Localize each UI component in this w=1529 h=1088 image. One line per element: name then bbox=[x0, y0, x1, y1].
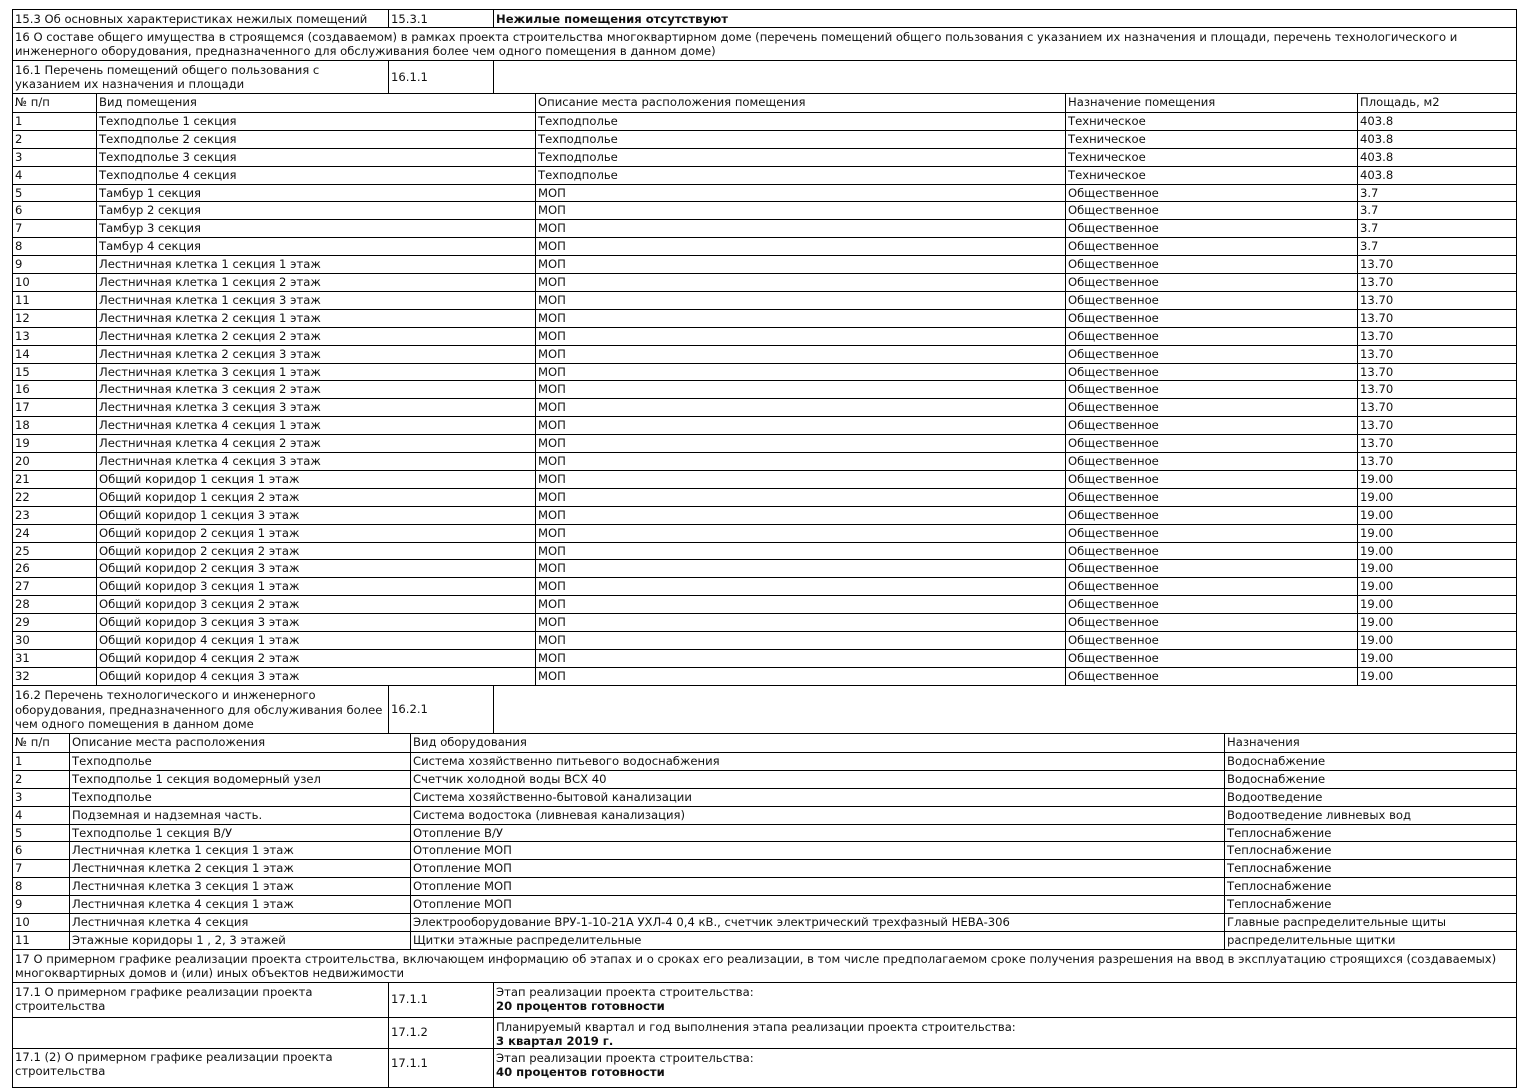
table-cell: 5 bbox=[15, 825, 23, 840]
table-cell: Общий коридор 4 секция 1 этаж bbox=[96, 632, 535, 650]
table-cell: Водоснабжение bbox=[1224, 753, 1518, 771]
table-cell: 19.00 bbox=[1357, 507, 1518, 525]
row-17-1-2-code: 17.1.1 bbox=[388, 1049, 493, 1087]
table-cell: 4 bbox=[15, 807, 23, 822]
table-cell: 19 bbox=[15, 436, 30, 451]
table-row bbox=[13, 416, 1516, 435]
table-cell: Общественное bbox=[1065, 560, 1357, 578]
table-cell: Лестничная клетка 1 секция 3 этаж bbox=[96, 292, 535, 310]
table-cell: Общественное bbox=[1065, 489, 1357, 507]
table-cell: Лестничная клетка 1 секция 1 этаж bbox=[96, 256, 535, 274]
table-cell: МОП bbox=[535, 489, 1065, 507]
table-cell: 19.00 bbox=[1357, 489, 1518, 507]
table-cell: Техническое bbox=[1065, 149, 1357, 167]
table-cell: Техподполье bbox=[535, 149, 1065, 167]
table-row bbox=[13, 631, 1516, 650]
table-cell: 3.7 bbox=[1357, 202, 1518, 220]
column-header: № п/п bbox=[15, 735, 50, 749]
table-cell: Этажные коридоры 1 , 2, 3 этажей bbox=[69, 932, 410, 950]
table-cell: 23 bbox=[15, 507, 30, 522]
table-row bbox=[13, 434, 1516, 453]
table-cell: 19.00 bbox=[1357, 596, 1518, 614]
table-cell: Общественное bbox=[1065, 453, 1357, 471]
table-row bbox=[13, 913, 1516, 932]
table-cell: 15 bbox=[15, 364, 30, 379]
table-cell: Общий коридор 4 секция 2 этаж bbox=[96, 650, 535, 668]
table-cell: Общественное bbox=[1065, 185, 1357, 203]
table-cell: 13.70 bbox=[1357, 435, 1518, 453]
table-row bbox=[13, 452, 1516, 471]
table-cell: Теплоснабжение bbox=[1224, 825, 1518, 843]
table-cell: 10 bbox=[15, 275, 30, 289]
table-cell: Техническое bbox=[1065, 167, 1357, 185]
table-row bbox=[13, 877, 1516, 896]
table-cell: Общественное bbox=[1065, 435, 1357, 453]
table-row bbox=[13, 667, 1516, 686]
table-cell: Теплоснабжение bbox=[1224, 878, 1518, 896]
table-cell: Общественное bbox=[1065, 632, 1357, 650]
table-cell: Главные распределительные щиты bbox=[1224, 914, 1518, 932]
row-17-1-b bbox=[12, 1017, 1517, 1049]
table-cell: Техподполье bbox=[69, 789, 410, 807]
table-cell: Теплоснабжение bbox=[1224, 842, 1518, 860]
table-cell: Общий коридор 2 секция 3 этаж bbox=[96, 560, 535, 578]
table-cell: 30 bbox=[15, 633, 30, 647]
table-cell: Счетчик холодной воды ВСХ 40 bbox=[410, 771, 1224, 789]
table-cell: Отопление В/У bbox=[410, 825, 1224, 843]
table-cell: Техподполье bbox=[535, 113, 1065, 131]
table-cell: 403.8 bbox=[1357, 113, 1518, 131]
table-cell: 24 bbox=[15, 525, 30, 540]
table-row bbox=[13, 542, 1516, 561]
table-cell: 19.00 bbox=[1357, 632, 1518, 650]
table-cell: Лестничная клетка 3 секция 2 этаж bbox=[96, 381, 535, 399]
table-row bbox=[13, 613, 1516, 632]
table-cell: МОП bbox=[535, 596, 1065, 614]
row-15-3-code: 15.3.1 bbox=[388, 10, 493, 27]
table-cell: Общественное bbox=[1065, 578, 1357, 596]
table-row bbox=[13, 524, 1516, 543]
table-cell: 3.7 bbox=[1357, 185, 1518, 203]
table-cell: МОП bbox=[535, 274, 1065, 292]
table-cell: 7 bbox=[15, 221, 23, 236]
table-cell: Общий коридор 2 секция 1 этаж bbox=[96, 525, 535, 543]
table-cell: Общественное bbox=[1065, 668, 1357, 686]
section-17-heading bbox=[12, 949, 1517, 983]
table-cell: Общественное bbox=[1065, 614, 1357, 632]
table-cell: 6 bbox=[15, 843, 23, 858]
row-17-1 bbox=[12, 982, 1517, 1018]
table-row bbox=[13, 841, 1516, 860]
table-cell: Техподполье 1 секция bbox=[96, 113, 535, 131]
table-cell: 9 bbox=[15, 897, 23, 912]
table-cell: 12 bbox=[15, 310, 30, 325]
row-16-2-code: 16.2.1 bbox=[388, 686, 493, 733]
table-row bbox=[13, 506, 1516, 525]
table-cell: 5 bbox=[15, 185, 23, 200]
table-cell: Отопление МОП bbox=[410, 896, 1224, 914]
table-cell: Лестничная клетка 4 секция 2 этаж bbox=[96, 435, 535, 453]
stage-label: Этап реализации проекта строительства: bbox=[496, 985, 754, 999]
table-cell: 16 bbox=[15, 382, 30, 397]
table-cell: Техподполье 1 секция водомерный узел bbox=[69, 771, 410, 789]
row-17-1-2-stage bbox=[493, 1049, 1516, 1087]
table-cell: 403.8 bbox=[1357, 131, 1518, 149]
table-cell: 10 bbox=[15, 915, 30, 929]
row-17-1-stage bbox=[493, 983, 1516, 1017]
table-cell: 403.8 bbox=[1357, 167, 1518, 185]
column-header: Назначение помещения bbox=[1065, 94, 1357, 112]
table-cell: Лестничная клетка 3 секция 1 этаж bbox=[96, 364, 535, 382]
stage-value-2: 40 процентов готовности bbox=[496, 1065, 665, 1079]
equipment-table bbox=[12, 733, 1517, 950]
table-row bbox=[13, 859, 1516, 878]
table-row bbox=[13, 577, 1516, 596]
table-cell: Подземная и надземная часть. bbox=[69, 807, 410, 825]
table-row bbox=[13, 488, 1516, 507]
table-row bbox=[13, 309, 1516, 328]
row-17-1-code-a: 17.1.1 bbox=[388, 983, 493, 1017]
table-cell: Система хозяйственно питьевого водоснабжения bbox=[410, 753, 1224, 771]
column-header: Описание места расположения помещения bbox=[535, 94, 1065, 112]
row-16-1-empty bbox=[493, 61, 1516, 93]
table-cell: 32 bbox=[15, 668, 30, 683]
table-cell: Электрооборудование ВРУ-1-10-21А УХЛ-4 0,4 кВ., счетчик электрический трехфазный НЕВА-306 bbox=[410, 914, 1224, 932]
table-cell: 9 bbox=[15, 257, 23, 272]
table-cell: 1 bbox=[15, 753, 23, 768]
table-cell: Общественное bbox=[1065, 525, 1357, 543]
table-cell: МОП bbox=[535, 381, 1065, 399]
table-cell: 25 bbox=[15, 543, 30, 558]
table-cell: Техподполье bbox=[535, 167, 1065, 185]
table-cell: Общественное bbox=[1065, 381, 1357, 399]
table-cell: Общественное bbox=[1065, 328, 1357, 346]
table-row bbox=[13, 166, 1516, 185]
row-17-1-2-label: 17.1 (2) О примерном графике реализации проекта строительства bbox=[15, 1050, 333, 1078]
table-cell: 2 bbox=[15, 131, 23, 146]
table-cell: Общественное bbox=[1065, 507, 1357, 525]
table-cell: 13.70 bbox=[1357, 417, 1518, 435]
table-cell: Лестничная клетка 1 секция 2 этаж bbox=[96, 274, 535, 292]
table-cell: 19.00 bbox=[1357, 668, 1518, 686]
table-cell: 13.70 bbox=[1357, 274, 1518, 292]
column-header: Описание места расположения bbox=[69, 734, 410, 752]
table-cell: Общественное bbox=[1065, 292, 1357, 310]
table-cell: 19.00 bbox=[1357, 525, 1518, 543]
table-cell: МОП bbox=[535, 525, 1065, 543]
table-cell: Лестничная клетка 4 секция 3 этаж bbox=[96, 453, 535, 471]
row-16-1 bbox=[12, 60, 1517, 94]
table-cell: МОП bbox=[535, 399, 1065, 417]
table-cell: Общественное bbox=[1065, 364, 1357, 382]
table-row bbox=[13, 148, 1516, 167]
table-cell: Общественное bbox=[1065, 471, 1357, 489]
table-cell: 19.00 bbox=[1357, 650, 1518, 668]
table-cell: Техподполье 2 секция bbox=[96, 131, 535, 149]
row-17-1-label: 17.1 О примерном графике реализации проекта строительства bbox=[15, 985, 313, 1013]
table-row bbox=[13, 931, 1516, 950]
table-row bbox=[13, 130, 1516, 149]
table-cell: 3 bbox=[15, 789, 23, 804]
row-16-2-label: 16.2 Перечень технологического и инженерного оборудования, предназначенного для обслуживания более чем одного помещения в данном доме bbox=[15, 688, 383, 731]
section-17-text: 17 О примерном графике реализации проекта строительства, включающем информацию об этапах и о сроках его реализации, в том числе предполагаемом сроке получения разрешения на ввод в эксплуатацию строящихся (создаваемых) многоквартирных домов и (или) иных объектов недвижимости bbox=[15, 952, 1497, 980]
row-15-3-value: Нежилые помещения отсутствуют bbox=[493, 10, 1516, 27]
section-16-heading bbox=[12, 27, 1517, 61]
column-header: Вид помещения bbox=[96, 94, 535, 112]
table-cell: Система водостока (ливневая канализация) bbox=[410, 807, 1224, 825]
table-cell: МОП bbox=[535, 417, 1065, 435]
table-row bbox=[13, 273, 1516, 292]
stage-value: 20 процентов готовности bbox=[496, 999, 665, 1013]
table-cell: МОП bbox=[535, 507, 1065, 525]
table-row bbox=[13, 895, 1516, 914]
table-cell: Общественное bbox=[1065, 417, 1357, 435]
table-cell: 3.7 bbox=[1357, 238, 1518, 256]
row-17-1-2 bbox=[12, 1048, 1517, 1088]
table-cell: 19.00 bbox=[1357, 560, 1518, 578]
row-17-1-code-b: 17.1.2 bbox=[388, 1018, 493, 1048]
row-16-1-label: 16.1 Перечень помещений общего пользования с указанием их назначения и площади bbox=[15, 63, 320, 91]
table-cell: Теплоснабжение bbox=[1224, 896, 1518, 914]
table-row bbox=[13, 327, 1516, 346]
table-cell: Общий коридор 4 секция 3 этаж bbox=[96, 668, 535, 686]
table-header-row bbox=[13, 734, 1516, 752]
table-row bbox=[13, 345, 1516, 364]
table-cell: Щитки этажные распределительные bbox=[410, 932, 1224, 950]
table-cell: Система хозяйственно-бытовой канализации bbox=[410, 789, 1224, 807]
table-row bbox=[13, 595, 1516, 614]
table-cell: Лестничная клетка 4 секция 1 этаж bbox=[69, 896, 410, 914]
table-cell: 13.70 bbox=[1357, 381, 1518, 399]
table-cell: Общественное bbox=[1065, 650, 1357, 668]
table-cell: МОП bbox=[535, 346, 1065, 364]
table-cell: 7 bbox=[15, 861, 23, 876]
table-cell: Тамбур 4 секция bbox=[96, 238, 535, 256]
table-row bbox=[13, 363, 1516, 382]
table-row bbox=[13, 291, 1516, 310]
table-cell: Общественное bbox=[1065, 274, 1357, 292]
table-row bbox=[13, 788, 1516, 807]
table-row bbox=[13, 398, 1516, 417]
row-17-1-quarter bbox=[493, 1018, 1516, 1048]
table-cell: 13.70 bbox=[1357, 453, 1518, 471]
table-cell: Техподполье bbox=[535, 131, 1065, 149]
table-cell: МОП bbox=[535, 560, 1065, 578]
table-cell: Тамбур 2 секция bbox=[96, 202, 535, 220]
row-16-1-code: 16.1.1 bbox=[388, 61, 493, 93]
table-cell: МОП bbox=[535, 614, 1065, 632]
table-cell: Техподполье 4 секция bbox=[96, 167, 535, 185]
table-cell: Теплоснабжение bbox=[1224, 860, 1518, 878]
table-row bbox=[13, 255, 1516, 274]
table-cell: 403.8 bbox=[1357, 149, 1518, 167]
table-cell: 3.7 bbox=[1357, 220, 1518, 238]
table-cell: 20 bbox=[15, 454, 30, 468]
table-header-row bbox=[13, 94, 1516, 112]
table-cell: Техподполье 1 секция В/У bbox=[69, 825, 410, 843]
table-cell: 8 bbox=[15, 879, 23, 894]
table-cell: 21 bbox=[15, 471, 30, 486]
column-header: № п/п bbox=[15, 95, 50, 109]
table-cell: 11 bbox=[15, 292, 30, 307]
table-cell: 19.00 bbox=[1357, 543, 1518, 561]
table-cell: 13.70 bbox=[1357, 256, 1518, 274]
table-row bbox=[13, 237, 1516, 256]
table-cell: МОП bbox=[535, 578, 1065, 596]
table-cell: Общественное bbox=[1065, 220, 1357, 238]
table-row bbox=[13, 219, 1516, 238]
table-row bbox=[13, 184, 1516, 203]
table-cell: 13.70 bbox=[1357, 328, 1518, 346]
table-cell: Общественное bbox=[1065, 256, 1357, 274]
table-cell: Общественное bbox=[1065, 346, 1357, 364]
table-cell: Общий коридор 3 секция 1 этаж bbox=[96, 578, 535, 596]
table-cell: Тамбур 3 секция bbox=[96, 220, 535, 238]
table-cell: Лестничная клетка 3 секция 3 этаж bbox=[96, 399, 535, 417]
table-cell: Общий коридор 3 секция 2 этаж bbox=[96, 596, 535, 614]
row-16-2-empty bbox=[493, 686, 1516, 733]
table-cell: МОП bbox=[535, 310, 1065, 328]
table-cell: 17 bbox=[15, 400, 30, 415]
table-cell: Лестничная клетка 2 секция 2 этаж bbox=[96, 328, 535, 346]
table-cell: 13 bbox=[15, 328, 30, 343]
table-cell: 2 bbox=[15, 771, 23, 786]
table-cell: Общественное bbox=[1065, 310, 1357, 328]
table-cell: МОП bbox=[535, 238, 1065, 256]
table-cell: МОП bbox=[535, 220, 1065, 238]
table-cell: МОП bbox=[535, 256, 1065, 274]
table-cell: МОП bbox=[535, 471, 1065, 489]
table-cell: Общественное bbox=[1065, 543, 1357, 561]
table-cell: Лестничная клетка 3 секция 1 этаж bbox=[69, 878, 410, 896]
row-16-2 bbox=[12, 685, 1517, 734]
table-cell: Лестничная клетка 2 секция 1 этаж bbox=[96, 310, 535, 328]
row-17-1-b-empty bbox=[13, 1018, 388, 1048]
table-row bbox=[13, 752, 1516, 771]
table-cell: Техподполье 3 секция bbox=[96, 149, 535, 167]
table-cell: 29 bbox=[15, 615, 30, 630]
table-cell: 13.70 bbox=[1357, 292, 1518, 310]
row-15-3 bbox=[12, 9, 1517, 28]
table-cell: 28 bbox=[15, 597, 30, 612]
table-cell: 31 bbox=[15, 650, 30, 665]
stage-label-2: Этап реализации проекта строительства: bbox=[496, 1051, 754, 1065]
table-cell: Водоотведение bbox=[1224, 789, 1518, 807]
table-cell: МОП bbox=[535, 650, 1065, 668]
table-cell: 8 bbox=[15, 239, 23, 254]
table-cell: Техническое bbox=[1065, 113, 1357, 131]
column-header: Площадь, м2 bbox=[1357, 94, 1518, 112]
column-header: Вид оборудования bbox=[410, 734, 1224, 752]
table-cell: 11 bbox=[15, 932, 30, 947]
section-16-text: 16 О составе общего имущества в строящемся (создаваемом) в рамках проекта строительства многоквартирном доме (перечень помещений общего пользования с указанием их назначения и площади, перечень технологического и инженерного оборудования, предназначенного для обслуживания более чем одного помещения в данном доме) bbox=[15, 30, 1458, 58]
table-cell: Общественное bbox=[1065, 596, 1357, 614]
table-cell: МОП bbox=[535, 185, 1065, 203]
table-row bbox=[13, 470, 1516, 489]
table-cell: Общий коридор 1 секция 2 этаж bbox=[96, 489, 535, 507]
table-cell: 19.00 bbox=[1357, 471, 1518, 489]
table-cell: 4 bbox=[15, 167, 23, 182]
table-cell: Тамбур 1 секция bbox=[96, 185, 535, 203]
table-cell: МОП bbox=[535, 632, 1065, 650]
table-cell: МОП bbox=[535, 292, 1065, 310]
table-cell: 3 bbox=[15, 149, 23, 164]
table-cell: 6 bbox=[15, 203, 23, 218]
table-cell: Общественное bbox=[1065, 238, 1357, 256]
table-cell: Водоотведение ливневых вод bbox=[1224, 807, 1518, 825]
table-row bbox=[13, 559, 1516, 578]
table-row bbox=[13, 201, 1516, 220]
table-cell: Лестничная клетка 1 секция 1 этаж bbox=[69, 842, 410, 860]
table-cell: Общий коридор 1 секция 3 этаж bbox=[96, 507, 535, 525]
table-cell: 13.70 bbox=[1357, 346, 1518, 364]
table-cell: Общественное bbox=[1065, 399, 1357, 417]
table-cell: МОП bbox=[535, 668, 1065, 686]
quarter-value: 3 квартал 2019 г. bbox=[496, 1034, 614, 1048]
table-row bbox=[13, 112, 1516, 131]
table-cell: 18 bbox=[15, 418, 30, 433]
row-15-3-label: 15.3 Об основных характеристиках нежилых помещений bbox=[15, 12, 368, 26]
table-cell: МОП bbox=[535, 364, 1065, 382]
table-cell: 19.00 bbox=[1357, 578, 1518, 596]
table-cell: Отопление МОП bbox=[410, 860, 1224, 878]
table-row bbox=[13, 649, 1516, 668]
table-cell: 13.70 bbox=[1357, 399, 1518, 417]
table-cell: 22 bbox=[15, 489, 30, 504]
table-cell: МОП bbox=[535, 435, 1065, 453]
table-cell: Лестничная клетка 2 секция 3 этаж bbox=[96, 346, 535, 364]
table-cell: Лестничная клетка 4 секция bbox=[69, 914, 410, 932]
column-header: Назначения bbox=[1224, 734, 1518, 752]
table-row bbox=[13, 380, 1516, 399]
table-cell: Водоснабжение bbox=[1224, 771, 1518, 789]
table-cell: 13.70 bbox=[1357, 310, 1518, 328]
table-cell: Общий коридор 3 секция 3 этаж bbox=[96, 614, 535, 632]
table-cell: распределительные щитки bbox=[1224, 932, 1518, 950]
table-row bbox=[13, 806, 1516, 825]
table-cell: Отопление МОП bbox=[410, 842, 1224, 860]
table-cell: Отопление МОП bbox=[410, 878, 1224, 896]
table-cell: 26 bbox=[15, 561, 30, 576]
table-row bbox=[13, 824, 1516, 843]
table-cell: 14 bbox=[15, 346, 30, 361]
table-cell: 27 bbox=[15, 579, 30, 594]
table-cell: Общий коридор 2 секция 2 этаж bbox=[96, 543, 535, 561]
table-cell: МОП bbox=[535, 453, 1065, 471]
table-cell: Техническое bbox=[1065, 131, 1357, 149]
table-cell: 19.00 bbox=[1357, 614, 1518, 632]
table-cell: Лестничная клетка 2 секция 1 этаж bbox=[69, 860, 410, 878]
table-cell: МОП bbox=[535, 543, 1065, 561]
table-cell: МОП bbox=[535, 328, 1065, 346]
table-cell: 13.70 bbox=[1357, 364, 1518, 382]
quarter-label: Планируемый квартал и год выполнения этапа реализации проекта строительства: bbox=[496, 1020, 1016, 1034]
table-cell: Лестничная клетка 4 секция 1 этаж bbox=[96, 417, 535, 435]
table-cell: 1 bbox=[15, 113, 23, 128]
table-cell: МОП bbox=[535, 202, 1065, 220]
table-cell: Техподполье bbox=[69, 753, 410, 771]
table-cell: Общественное bbox=[1065, 202, 1357, 220]
table-cell: Общий коридор 1 секция 1 этаж bbox=[96, 471, 535, 489]
table-row bbox=[13, 770, 1516, 789]
rooms-table bbox=[12, 93, 1517, 686]
